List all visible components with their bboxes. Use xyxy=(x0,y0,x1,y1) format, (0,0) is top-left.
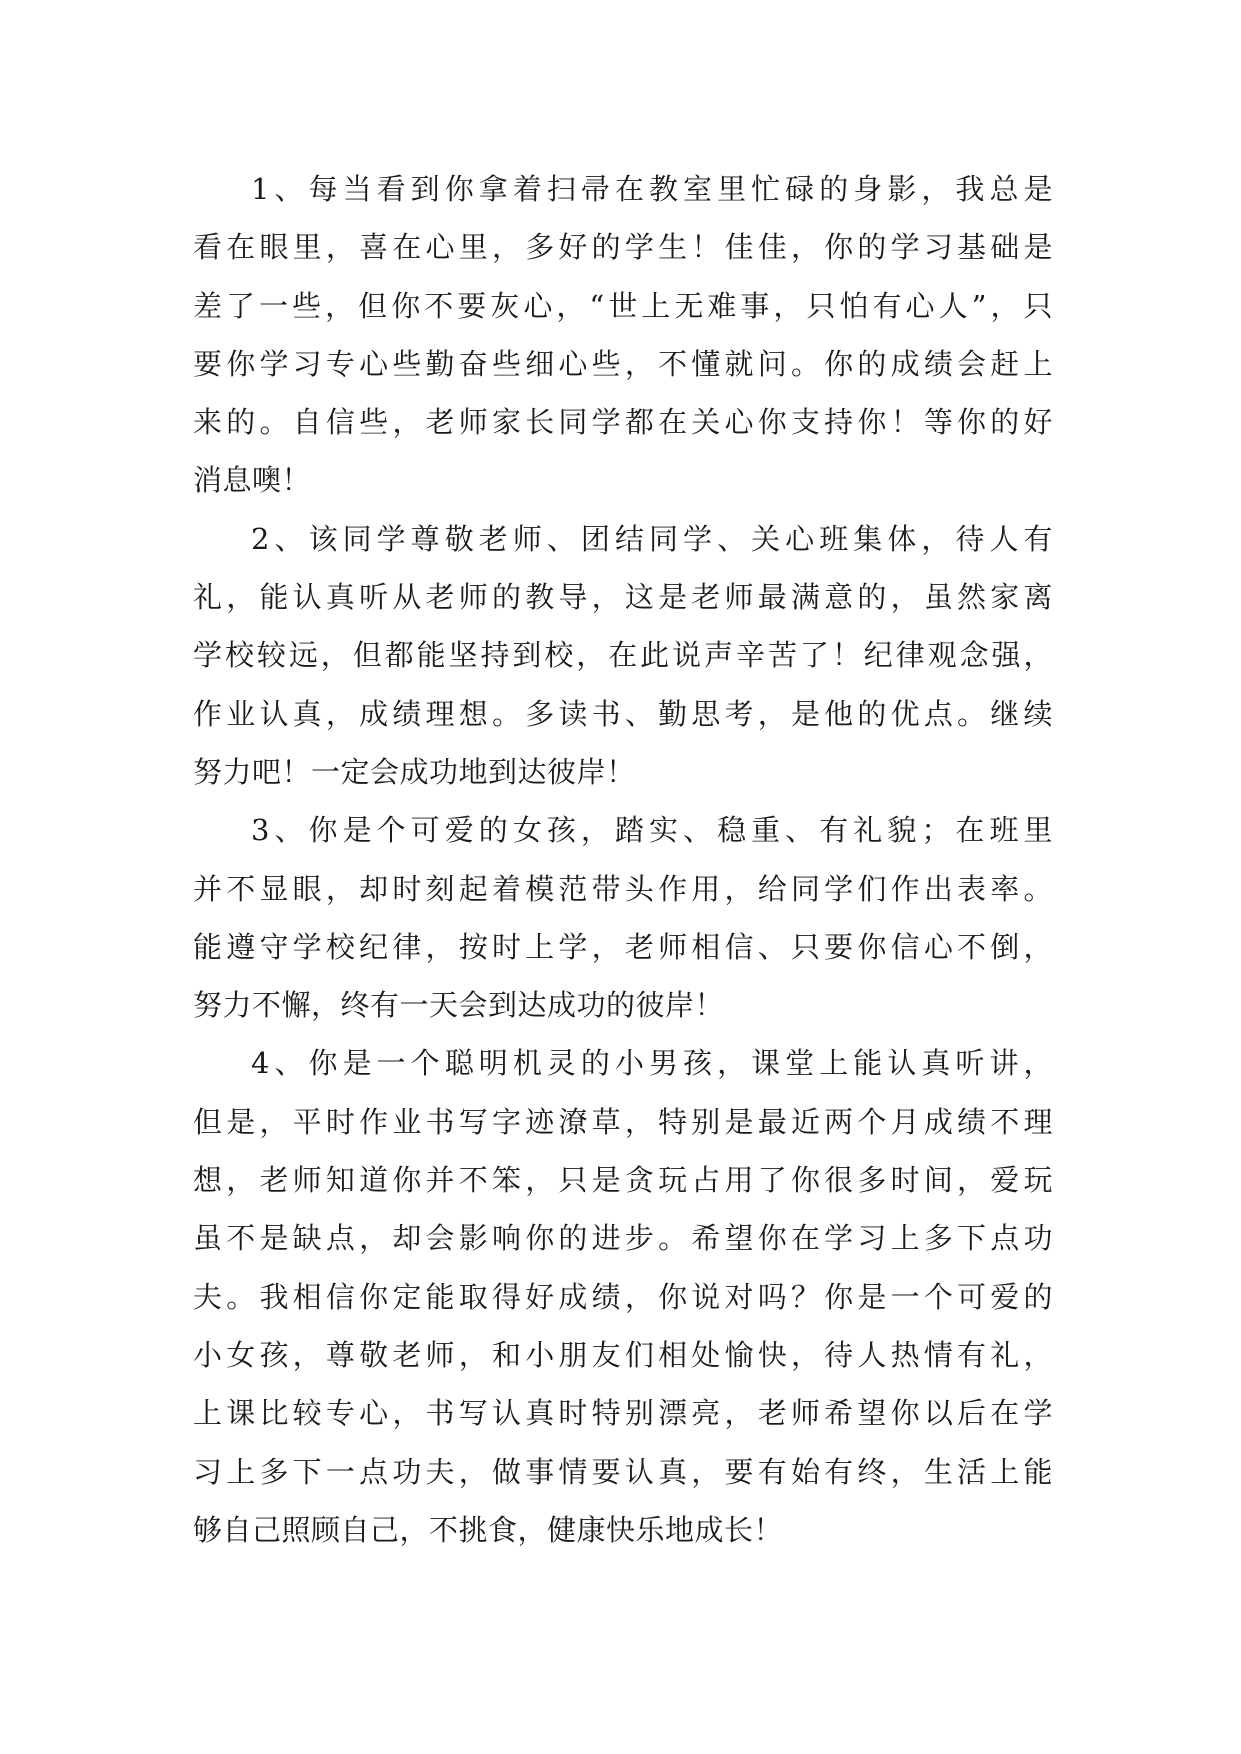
paragraph-1-line-6: 消息噢！ xyxy=(193,463,312,498)
paragraph-3-line-2: 并不显眼，却时刻起着模范带头作用，给同学们作出表率。 xyxy=(193,871,1053,906)
paragraph-4-line-4: 虽不是缺点，却会影响你的进步。希望你在学习上多下点功 xyxy=(193,1221,1053,1256)
paragraph-2-line-1: 2、该同学尊敬老师、团结同学、关心班集体，待人有 xyxy=(251,521,1053,556)
paragraph-3-line-4: 努力不懈，终有一天会到达成功的彼岸！ xyxy=(193,988,725,1023)
paragraph-1-line-4: 要你学习专心些勤奋些细心些，不懂就问。你的成绩会赶上 xyxy=(193,346,1053,381)
paragraph-2-line-4: 作业认真，成绩理想。多读书、勤思考，是他的优点。继续 xyxy=(193,696,1053,731)
paragraph-4-line-3: 想，老师知道你并不笨，只是贪玩占用了你很多时间，爱玩 xyxy=(193,1163,1053,1198)
paragraph-3-line-3: 能遵守学校纪律，按时上学，老师相信、只要你信心不倒， xyxy=(193,929,1053,964)
paragraph-4-line-1: 4、你是一个聪明机灵的小男孩，课堂上能认真听讲， xyxy=(251,1046,1053,1081)
paragraph-4-line-7: 上课比较专心，书写认真时特别漂亮，老师希望你以后在学 xyxy=(193,1396,1053,1431)
paragraph-4-line-6: 小女孩，尊敬老师，和小朋友们相处愉快，待人热情有礼， xyxy=(193,1337,1053,1372)
paragraph-1-line-1: 1、每当看到你拿着扫帚在教室里忙碌的身影，我总是 xyxy=(251,172,1053,206)
paragraph-1-line-3: 差了一些，但你不要灰心，“世上无难事，只怕有心人”，只 xyxy=(193,288,1053,323)
paragraph-4-line-8: 习上多下一点功夫，做事情要认真，要有始有终，生活上能 xyxy=(193,1454,1053,1489)
paragraph-2-line-5: 努力吧！一定会成功地到达彼岸！ xyxy=(193,754,636,789)
paragraph-2-line-3: 学校较远，但都能坚持到校，在此说声辛苦了！纪律观念强， xyxy=(193,638,1053,673)
paragraph-4-line-5: 夫。我相信你定能取得好成绩，你说对吗？你是一个可爱的 xyxy=(193,1279,1053,1314)
paragraph-1-line-5: 来的。自信些，老师家长同学都在关心你支持你！等你的好 xyxy=(193,405,1053,440)
paragraph-1-line-2: 看在眼里，喜在心里，多好的学生！佳佳，你的学习基础是 xyxy=(193,230,1053,265)
comment-text-block xyxy=(193,160,1053,1559)
paragraph-2-line-2: 礼，能认真听从老师的教导，这是老师最满意的，虽然家离 xyxy=(193,580,1053,615)
paragraph-3-line-1: 3、你是个可爱的女孩，踏实、稳重、有礼貌；在班里 xyxy=(251,813,1053,848)
paragraph-4-line-9: 够自己照顾自己，不挑食，健康快乐地成长！ xyxy=(193,1512,784,1547)
paragraph-4-line-2: 但是，平时作业书写字迹潦草，特别是最近两个月成绩不理 xyxy=(193,1104,1053,1139)
